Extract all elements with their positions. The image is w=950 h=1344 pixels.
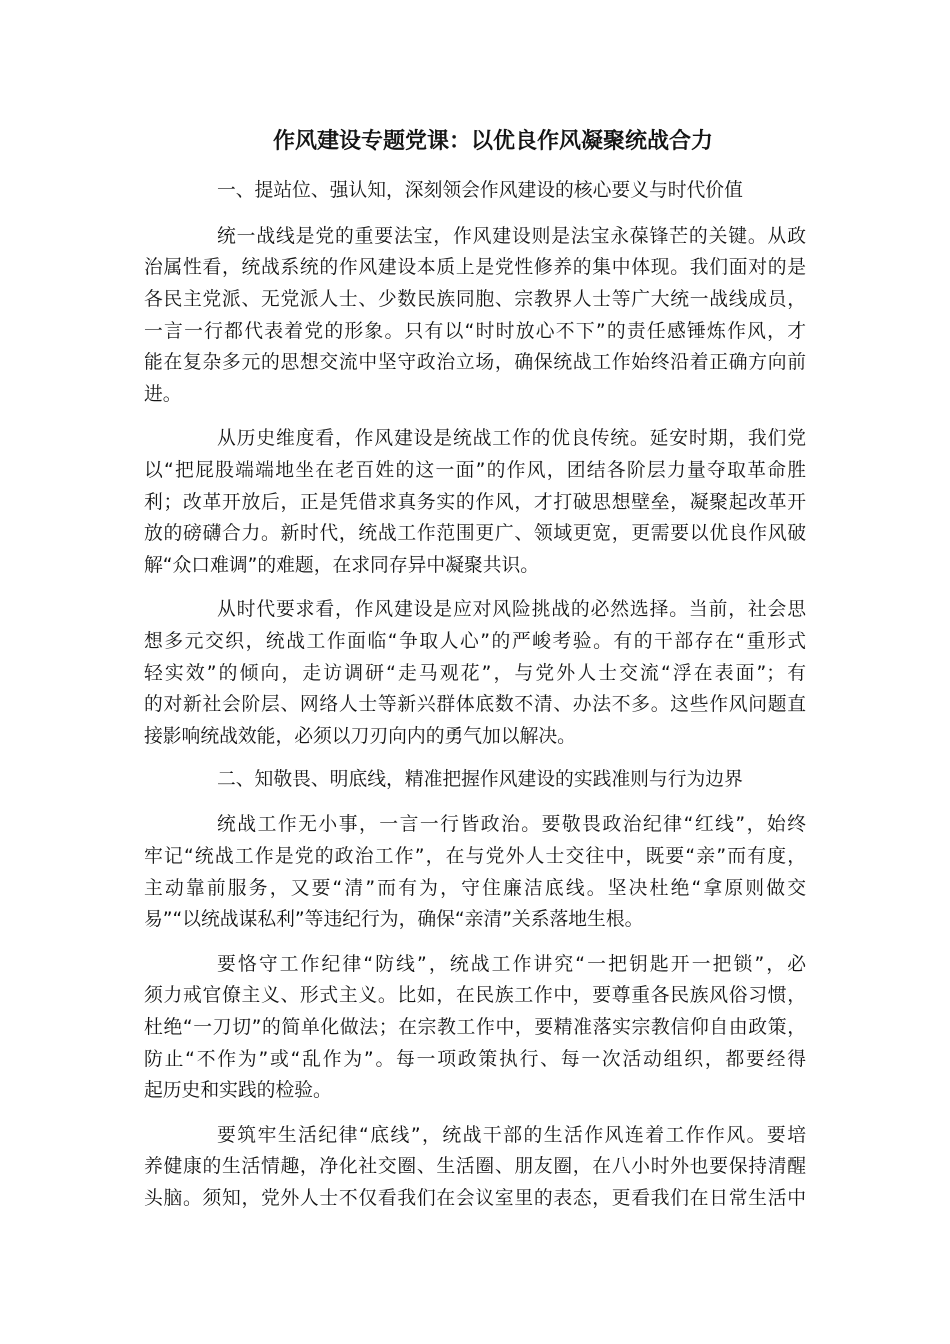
- section-heading: 一、提站位、强认知，深刻领会作风建设的核心要义与时代价值: [217, 180, 743, 201]
- document-title: 作风建设专题党课：以优良作风凝聚统战合力: [272, 129, 713, 154]
- paragraph-line: 要筑牢生活纪律“底线”，统战干部的生活作风连着工作作风。要培: [217, 1124, 806, 1146]
- paragraph: [144, 1120, 806, 1215]
- paragraph-line: 能在复杂多元的思想交流中坚守政治立场，确保统战工作始终沿着正确方向前: [144, 352, 806, 374]
- paragraph-line: 从时代要求看，作风建设是应对风险挑战的必然选择。当前，社会思: [217, 599, 806, 621]
- paragraph-line: 从历史维度看，作风建设是统战工作的优良传统。延安时期，我们党: [217, 428, 806, 450]
- paragraph-line: 一言一行都代表着党的形象。只有以“时时放心不下”的责任感锤炼作风，才: [144, 320, 806, 342]
- paragraph-line: 统战工作无小事，一言一行皆政治。要敬畏政治纪律“红线”，始终: [217, 814, 806, 836]
- paragraph-line: 轻实效”的倾向，走访调研“走马观花”，与党外人士交流“浮在表面”；有: [144, 662, 806, 684]
- paragraph: [144, 809, 806, 936]
- paragraph: [144, 423, 806, 581]
- paragraph-line: 接影响统战效能，必须以刀刃向内的勇气加以解决。: [144, 726, 576, 747]
- paragraph-line: 头脑。须知，党外人士不仅看我们在会议室里的表态，更看我们在日常生活中: [144, 1187, 806, 1209]
- paragraph: [144, 594, 806, 752]
- paragraph-line: 想多元交织，统战工作面临“争取人心”的严峻考验。有的干部存在“重形式: [144, 630, 806, 652]
- paragraph-line: 防止“不作为”或“乱作为”。每一项政策执行、每一次活动组织，都要经得: [144, 1048, 806, 1070]
- paragraph-line: 的对新社会阶层、网络人士等新兴群体底数不清、办法不多。这些作风问题直: [144, 694, 806, 716]
- document-body: [144, 126, 806, 1215]
- paragraph-line: 利；改革开放后，正是凭借求真务实的作风，才打破思想壁垒，凝聚起改革开: [144, 491, 806, 513]
- paragraph-line: 放的磅礴合力。新时代，统战工作范围更广、领域更宽，更需要以优良作风破: [144, 523, 806, 545]
- paragraph-line: 各民主党派、无党派人士、少数民族同胞、宗教界人士等广大统一战线成员，: [144, 289, 806, 311]
- paragraph: [144, 949, 806, 1107]
- paragraph-line: 须力戒官僚主义、形式主义。比如，在民族工作中，要尊重各民族风俗习惯，: [144, 985, 806, 1007]
- paragraph-line: 以“把屁股端端地坐在老百姓的这一面”的作风，团结各阶层力量夺取革命胜: [144, 460, 806, 481]
- section-heading: 二、知敬畏、明底线，精准把握作风建设的实践准则与行为边界: [217, 768, 743, 790]
- paragraph-line: 易”“以统战谋私利”等违纪行为，确保“亲清”关系落地生根。: [144, 909, 644, 931]
- paragraph-line: 统一战线是党的重要法宝，作风建设则是法宝永葆锋芒的关键。从政: [217, 225, 806, 247]
- paragraph-line: 杜绝“一刀切”的简单化做法；在宗教工作中，要精准落实宗教信仰自由政策，: [144, 1017, 806, 1038]
- paragraph-line: 进。: [144, 384, 182, 406]
- paragraph-line: 治属性看，统战系统的作风建设本质上是党性修养的集中体现。我们面对的是: [144, 257, 806, 279]
- paragraph-line: 主动靠前服务，又要“清”而有为，守住廉洁底线。坚决杜绝“拿原则做交: [144, 877, 806, 899]
- paragraph-line: 要恪守工作纪律“防线”，统战工作讲究“一把钥匙开一把锁”，必: [217, 953, 806, 975]
- paragraph-line: 牢记“统战工作是党的政治工作”，在与党外人士交往中，既要“亲”而有度，: [144, 846, 806, 868]
- paragraph-line: 养健康的生活情趣，净化社交圈、生活圈、朋友圈，在八小时外也要保持清醒: [144, 1156, 806, 1178]
- paragraph-line: 解“众口难调”的难题，在求同存异中凝聚共识。: [144, 555, 540, 577]
- paragraph: [144, 221, 806, 411]
- paragraph-line: 起历史和实践的检验。: [144, 1080, 332, 1102]
